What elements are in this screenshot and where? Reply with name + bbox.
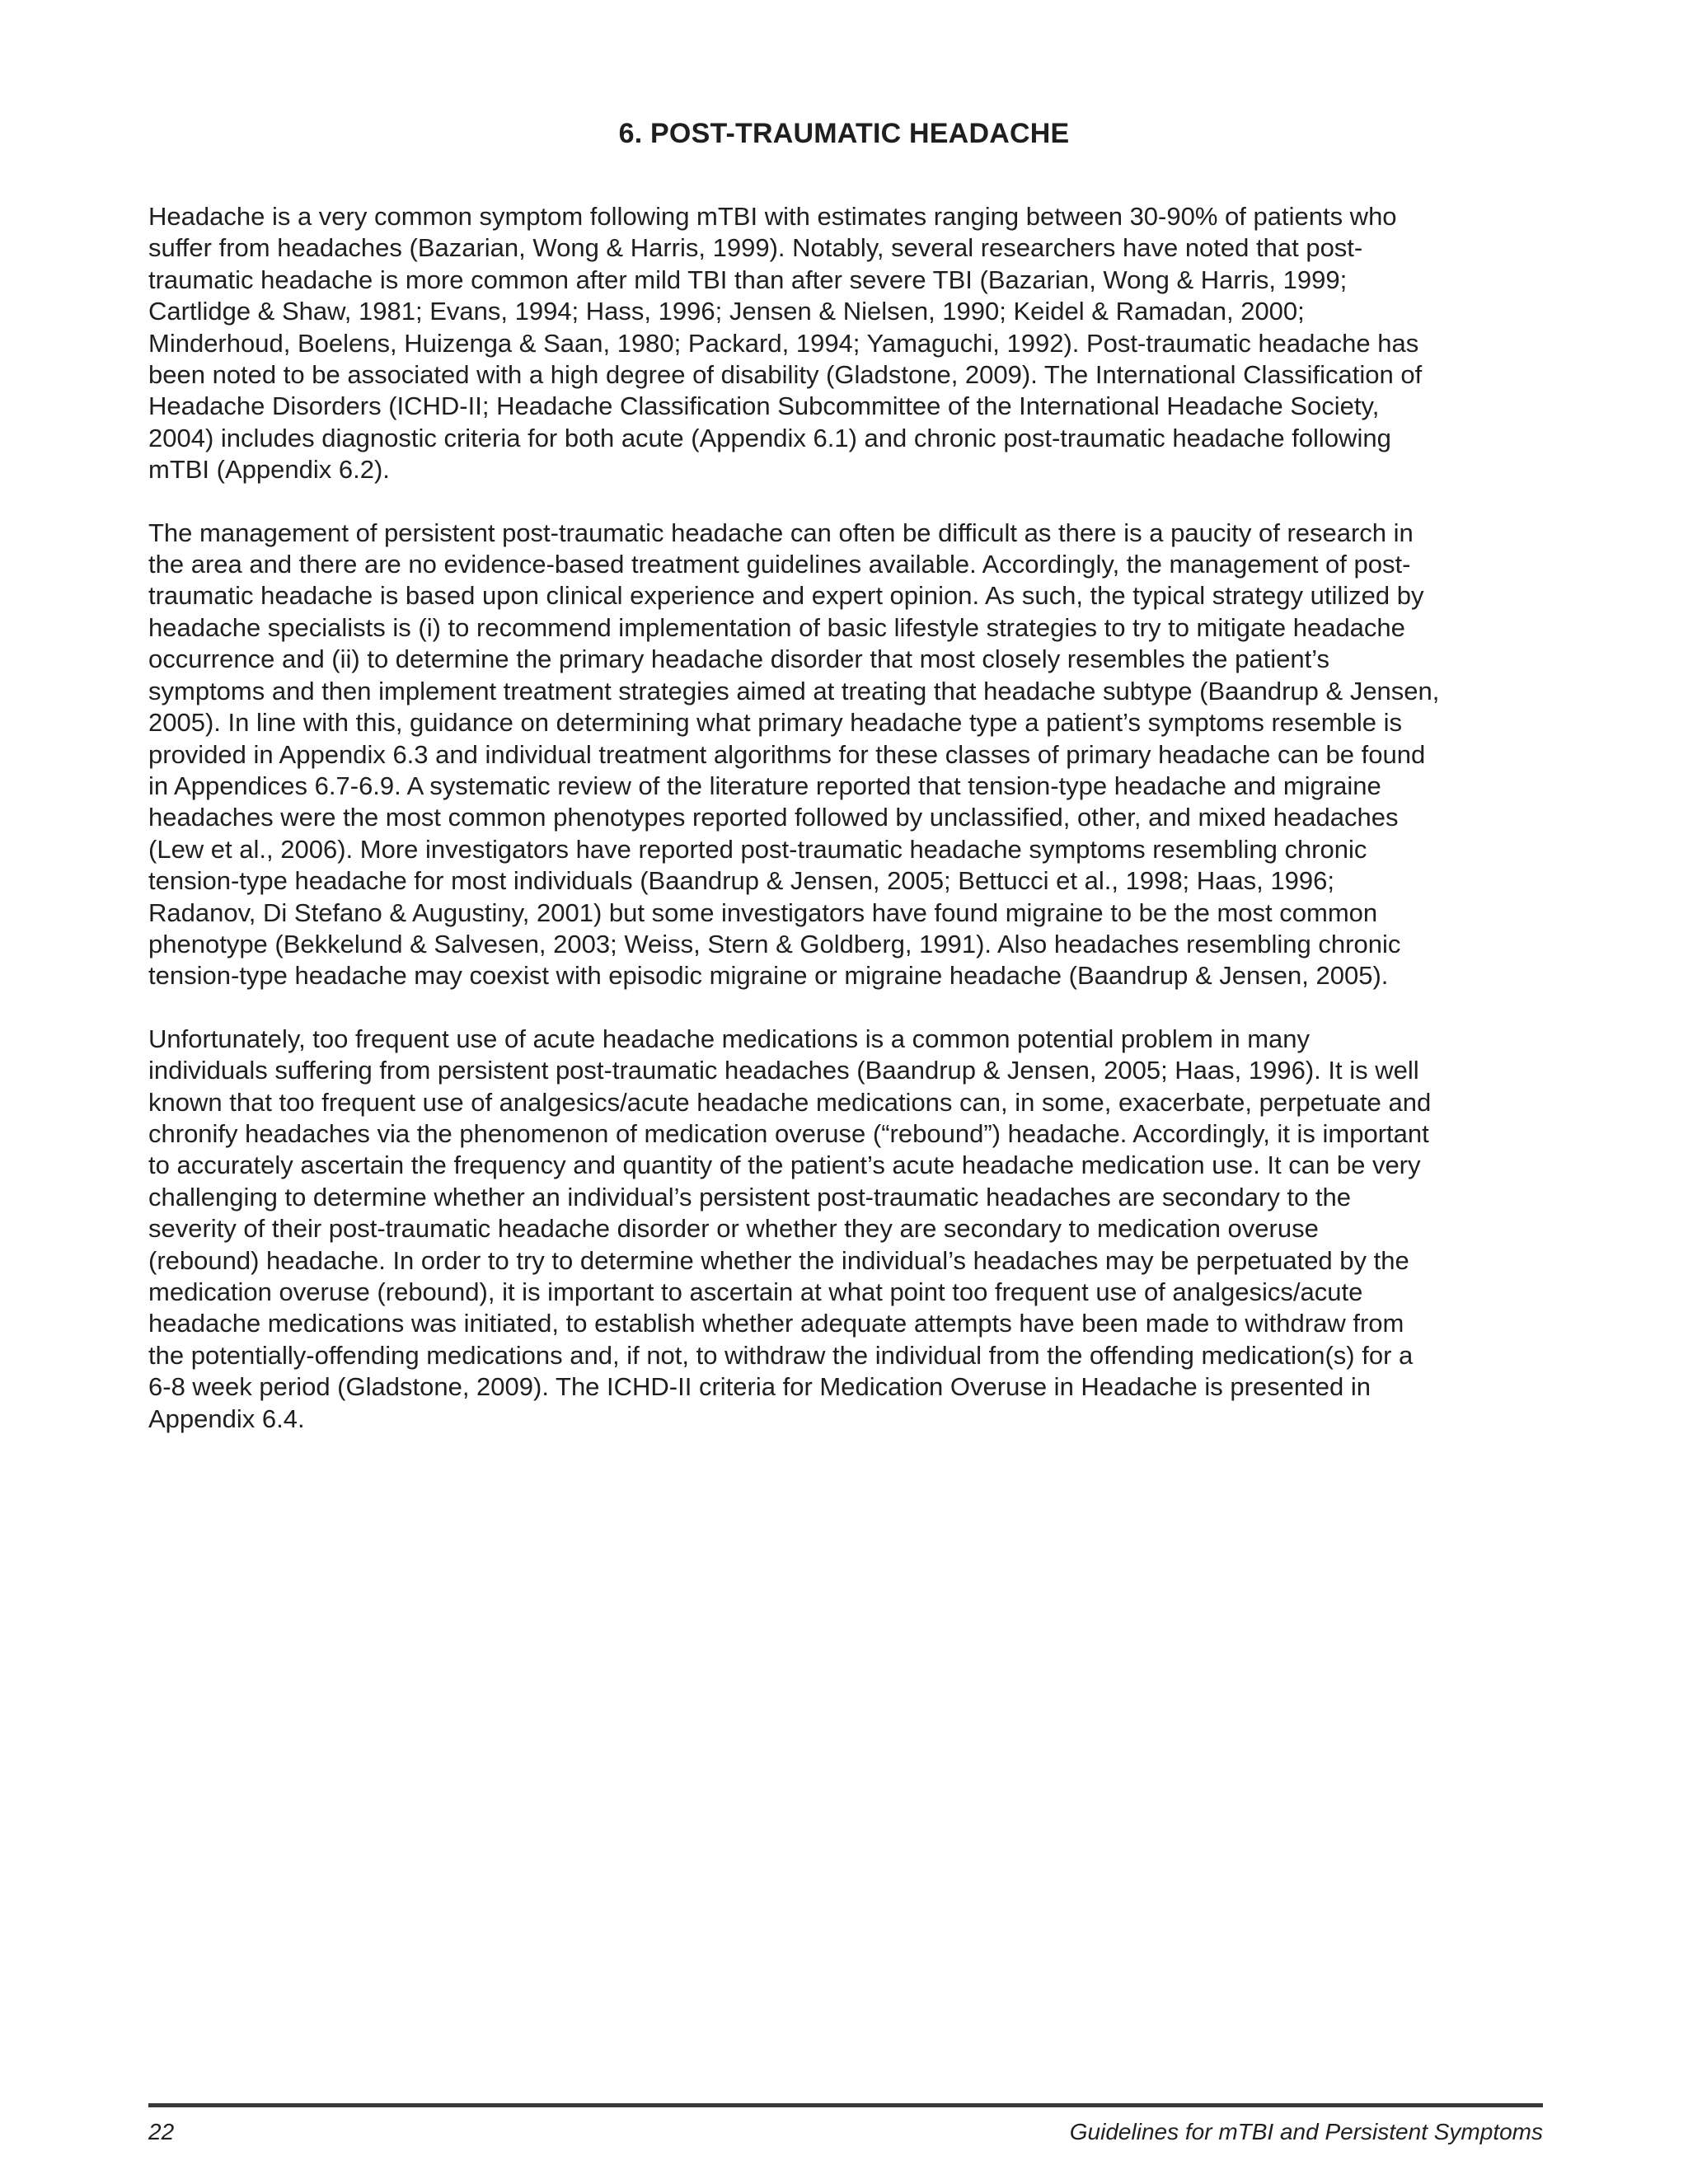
section-heading: 6. POST-TRAUMATIC HEADACHE bbox=[618, 118, 1070, 149]
footer-document-title: Guidelines for mTBI and Persistent Symptoms bbox=[1069, 2119, 1543, 2144]
body-text bbox=[148, 201, 1550, 1466]
paragraph-2: The management of persistent post-traumatic headache can often be difficult as there is a paucity of research in the area and there are no evidence-based treatment guidelines available. Accordingly, the management of post- traumatic headache is based upon clinical experience and expert opinion. As such, the typical strategy utilized by headache specialists is (i) to recommend implementation of basic lifestyle strategies to try to mitigate headache occurrence and (ii) to determine the primary headache disorder that most closely resembles the patient’s symptoms and then implement treatment strategies aimed at treating that headache subtype (Baandrup & Jensen, 2005). In line with this, guidance on determining what primary headache type a patient’s symptoms resemble is provided in Appendix 6.3 and individual treatment algorithms for these classes of primary headache can be found in Appendices 6.7-6.9. A systematic review of the literature reported that tension-type headache and migraine headaches were the most common phenotypes reported followed by unclassified, other, and mixed headaches (Lew et al., 2006). More investigators have reported post-traumatic headache symptoms resembling chronic tension-type headache for most individuals (Baandrup & Jensen, 2005; Bettucci et al., 1998; Haas, 1996; Radanov, Di Stefano & Augustiny, 2001) but some investigators have found migraine to be the most common phenotype (Bekkelund & Salvesen, 2003; Weiss, Stern & Goldberg, 1991). Also headaches resembling chronic tension-type headache may coexist with episodic migraine or migraine headache (Baandrup & Jensen, 2005). bbox=[148, 518, 1440, 991]
footer-page-number: 22 bbox=[148, 2119, 175, 2144]
paragraph-1: Headache is a very common symptom following mTBI with estimates ranging between 30-90% of patients who suffer from headaches (Bazarian, Wong & Harris, 1999). Notably, several researchers have noted that post- traumatic headache is more common after mild TBI than after severe TBI (Bazarian, Wong & Harris, 1999; Cartlidge & Shaw, 1981; Evans, 1994; Hass, 1996; Jensen & Nielsen, 1990; Keidel & Ramadan, 2000; Minderhoud, Boelens, Huizenga & Saan, 1980; Packard, 1994; Yamaguchi, 1992). Post-traumatic headache has been noted to be associated with a high degree of disability (Gladstone, 2009). The International Classification of Headache Disorders (ICHD-II; Headache Classification Subcommittee of the International Headache Society, 2004) includes diagnostic criteria for both acute (Appendix 6.1) and chronic post-traumatic headache following mTBI (Appendix 6.2). bbox=[148, 202, 1423, 485]
footer-divider bbox=[148, 2103, 1543, 2107]
paragraph-3: Unfortunately, too frequent use of acute headache medications is a common potential problem in many individuals suffering from persistent post-traumatic headaches (Baandrup & Jensen, 2005; Haas, 1996). It is well known that too frequent use of analgesics/acute headache medications can, in some, exacerbate, perpetuate and chronify headaches via the phenomenon of medication overuse (“rebound”) headache. Accordingly, it is important to accurately ascertain the frequency and quantity of the patient’s acute headache medication use. It can be very challenging to determine whether an individual’s persistent post-traumatic headaches are secondary to the severity of their post-traumatic headache disorder or whether they are secondary to medication overuse (rebound) headache. In order to try to determine whether the individual’s headaches may be perpetuated by the medication overuse (rebound), it is important to ascertain at what point too frequent use of analgesics/acute headache medications was initiated, to establish whether adequate attempts have been made to withdraw from the potentially-offending medications and, if not, to withdraw the individual from the offending medication(s) for a 6-8 week period (Gladstone, 2009). The ICHD-II criteria for Medication Overuse in Headache is presented in Appendix 6.4. bbox=[148, 1024, 1432, 1433]
